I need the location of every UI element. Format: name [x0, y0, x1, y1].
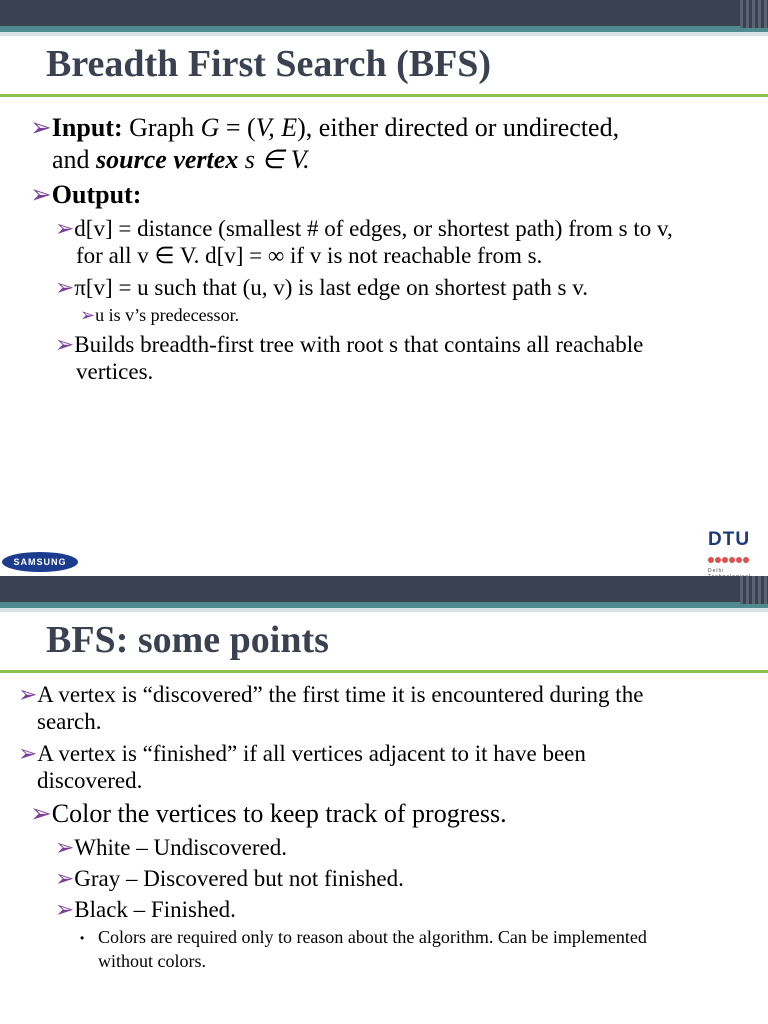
bullet-arrow-icon: ➢ [18, 682, 38, 707]
header-band [0, 0, 768, 26]
predecessor-note-text: u is v’s predecessor. [95, 305, 240, 325]
bullet-arrow-icon: ➢ [30, 180, 52, 209]
discovered-text: search. [37, 709, 102, 734]
colors-note [80, 928, 84, 949]
discovered-bullet [18, 682, 643, 708]
white-text: White – Undiscovered. [74, 835, 287, 860]
tree-text: vertices. [76, 359, 154, 384]
bullet-arrow-icon: ➢ [80, 305, 96, 325]
bullet-arrow-icon: ➢ [55, 275, 75, 300]
distance-text: for all v ∈ V. d[v] = ∞ if v is not reachable from s. [76, 243, 543, 268]
slide-title: Breadth First Search (BFS) [46, 43, 492, 85]
predecessor-bullet [55, 275, 588, 301]
dtu-logo-dots [708, 550, 768, 568]
dtu-logo [708, 529, 768, 574]
samsung-logo: SAMSUNG [2, 552, 78, 572]
discovered-text: A vertex is “discovered” the first time it is encountered during the [37, 682, 644, 707]
tree-bullet [55, 332, 643, 358]
colors-note-line1 [98, 927, 647, 948]
finished-bullet [18, 741, 586, 767]
color-bullet [30, 799, 507, 829]
output-bullet [30, 180, 141, 210]
source-vertex-term: source vertex [96, 145, 239, 174]
finished-bullet-line2 [37, 768, 142, 794]
finished-text: discovered. [37, 768, 143, 793]
input-bullet-line2 [52, 145, 310, 175]
dtu-logo-subtitle: Delhi [708, 568, 725, 574]
header-shade [0, 32, 768, 36]
predecessor-note [80, 305, 239, 326]
tree-bullet-line2 [76, 359, 153, 385]
distance-bullet [55, 216, 673, 242]
predecessor-text: π[v] = u such that (u, v) is last edge on shortest path s v. [74, 275, 588, 300]
bullet-arrow-icon: ➢ [55, 216, 75, 241]
black-text: Black – Finished. [74, 897, 236, 922]
header-stripes [740, 0, 768, 28]
input-text: = ( [219, 113, 256, 142]
bullet-arrow-icon: ➢ [55, 835, 75, 860]
input-text: and [52, 145, 97, 174]
dtu-logo-word: DTU [708, 529, 751, 550]
white-bullet [55, 835, 287, 861]
bullet-arrow-icon: ➢ [55, 866, 75, 891]
bullet-arrow-icon: ➢ [30, 113, 52, 142]
dot-icon: • [80, 931, 85, 945]
tree-text: Builds breadth-first tree with root s that contains all reachable [74, 332, 644, 357]
color-text: Color the vertices to keep track of progress. [51, 799, 507, 828]
colors-note-text: Colors are required only to reason about the algorithm. Can be implemented [98, 927, 647, 947]
bullet-arrow-icon: ➢ [55, 897, 75, 922]
bullet-arrow-icon: ➢ [55, 332, 75, 357]
bullet-arrow-icon: ➢ [30, 799, 52, 828]
gray-bullet [55, 866, 404, 892]
title-rule [0, 94, 768, 97]
colors-note-text: without colors. [98, 951, 206, 971]
finished-text: A vertex is “finished” if all vertices adjacent to it have been [37, 741, 586, 766]
header-band [0, 576, 768, 602]
graph-symbol: G [200, 113, 220, 142]
input-label: Input: [51, 113, 123, 142]
source-vertex-math: s ∈ V. [238, 145, 310, 174]
distance-bullet-line2 [76, 243, 542, 269]
colors-note-line2 [98, 951, 206, 972]
input-text: ), either directed or undirected, [297, 113, 620, 142]
input-bullet [30, 113, 619, 143]
header-shade [0, 608, 768, 612]
output-label: Output: [51, 180, 142, 209]
slide-title: BFS: some points [46, 619, 329, 661]
title-rule [0, 670, 768, 673]
slide-bfs-points [0, 576, 768, 1024]
discovered-bullet-line2 [37, 709, 102, 735]
graph-sets: V, E [255, 113, 298, 142]
gray-text: Gray – Discovered but not finished. [74, 866, 404, 891]
distance-text: d[v] = distance (smallest # of edges, or shortest path) from s to v, [74, 216, 673, 241]
input-text: Graph [122, 113, 201, 142]
header-stripes [740, 576, 768, 604]
black-bullet [55, 897, 236, 923]
bullet-arrow-icon: ➢ [18, 741, 38, 766]
